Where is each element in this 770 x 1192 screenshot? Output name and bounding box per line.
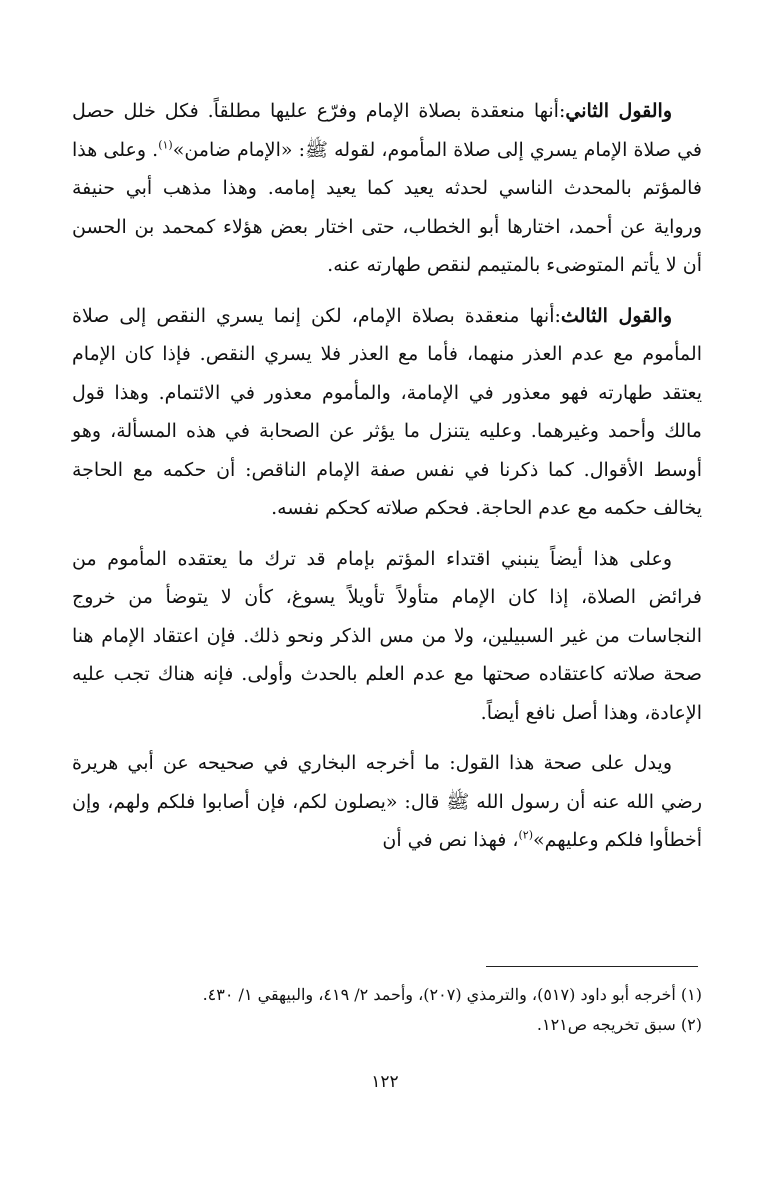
footnote-divider — [486, 966, 698, 967]
paragraph-text: ، فهذا نص في أن — [382, 829, 519, 851]
paragraph-third-opinion — [72, 297, 702, 528]
footnote-2: (٢) سبق تخريجه ص١٢١. — [536, 1015, 702, 1034]
paragraph-lead: والقول الثاني — [565, 100, 672, 122]
paragraph-text: :أنها منعقدة بصلاة الإمام وفرّع عليها مطلقاً. فكل خلل حصل في صلاة الإمام يسري إلى صلاة المأموم، لقوله ﷺ: «الإمام ضامن» — [72, 100, 703, 161]
paragraph-text: ويدل على صحة هذا القول: ما أخرجه البخاري في صحيحه عن أبي هريرة رضي الله عنه أن رسول الله ﷺ قال: «يصلون لكم، فإن أصابوا فلكم ولهم، وإن أخطأوا فلكم وعليهم» — [72, 752, 702, 851]
paragraph-lead: والقول الثالث — [560, 304, 672, 327]
paragraph-evidence — [72, 744, 702, 860]
paragraph-text: وعلى هذا أيضاً ينبني اقتداء المؤتم بإمام قد ترك ما يعتقده المأموم من فرائض الصلاة، إذا كان الإمام متأولاً تأويلاً يسوغ، كأن لا يتوضأ من خروج النجاسات من غير السبيلين، ولا من مس الذكر ونحو ذلك. فإن اعتقاد الإمام هنا صحة صلاته كاعتقاده صحتها مع عدم العلم بالحدث وأولى. فإنه هناك تجب عليه الإعادة، وهذا أصل نافع أيضاً. — [72, 547, 702, 724]
paragraph-text: :أنها منعقدة بصلاة الإمام، لكن إنما يسري النقص إلى صلاة المأموم مع عدم العذر منهما، فأما مع العذر فلا يسري النقص. فإذا كان الإمام يعتقد طهارته فهو معذور في الإمامة، والمأموم معذور في الائتمام. وهذا قول مالك وأحمد وغيرهما. وعليه يتنزل ما يؤثر عن الصحابة في هذه المسألة، وهو أوسط الأقوال. كما ذكرنا في نفس صفة الإمام الناقص: أن حكمه مع الحاجة يخالف حكمه مع عدم الحاجة. فحكم صلاته كحكم نفسه. — [72, 304, 702, 519]
footnote-1: (١) أخرجه أبو داود (٥١٧)، والترمذي (٢٠٧)، وأحمد ٢/ ٤١٩، والبيهقي ١/ ٤٣٠. — [202, 985, 702, 1004]
footnote-reference[interactable]: (٢) — [518, 828, 533, 842]
paragraph-text: . وعلى هذا فالمؤتم بالمحدث الناسي لحدثه يعيد كما يعيد إمامه. وهذا مذهب أبي حنيفة ورواية عن أحمد، اختارها أبو الخطاب، حتى اختار بعض هؤلاء كمحمد بن الحسن أن لا يأتم المتوضىء بالمتيمم لنقص طهارته عنه. — [72, 138, 702, 276]
footnotes — [72, 980, 702, 1040]
paragraph-consequence — [72, 540, 702, 733]
page-body — [72, 92, 702, 860]
page-number: ١٢٢ — [371, 1072, 399, 1092]
footnote-reference[interactable]: (١) — [158, 138, 173, 152]
paragraph-second-opinion — [72, 92, 702, 285]
